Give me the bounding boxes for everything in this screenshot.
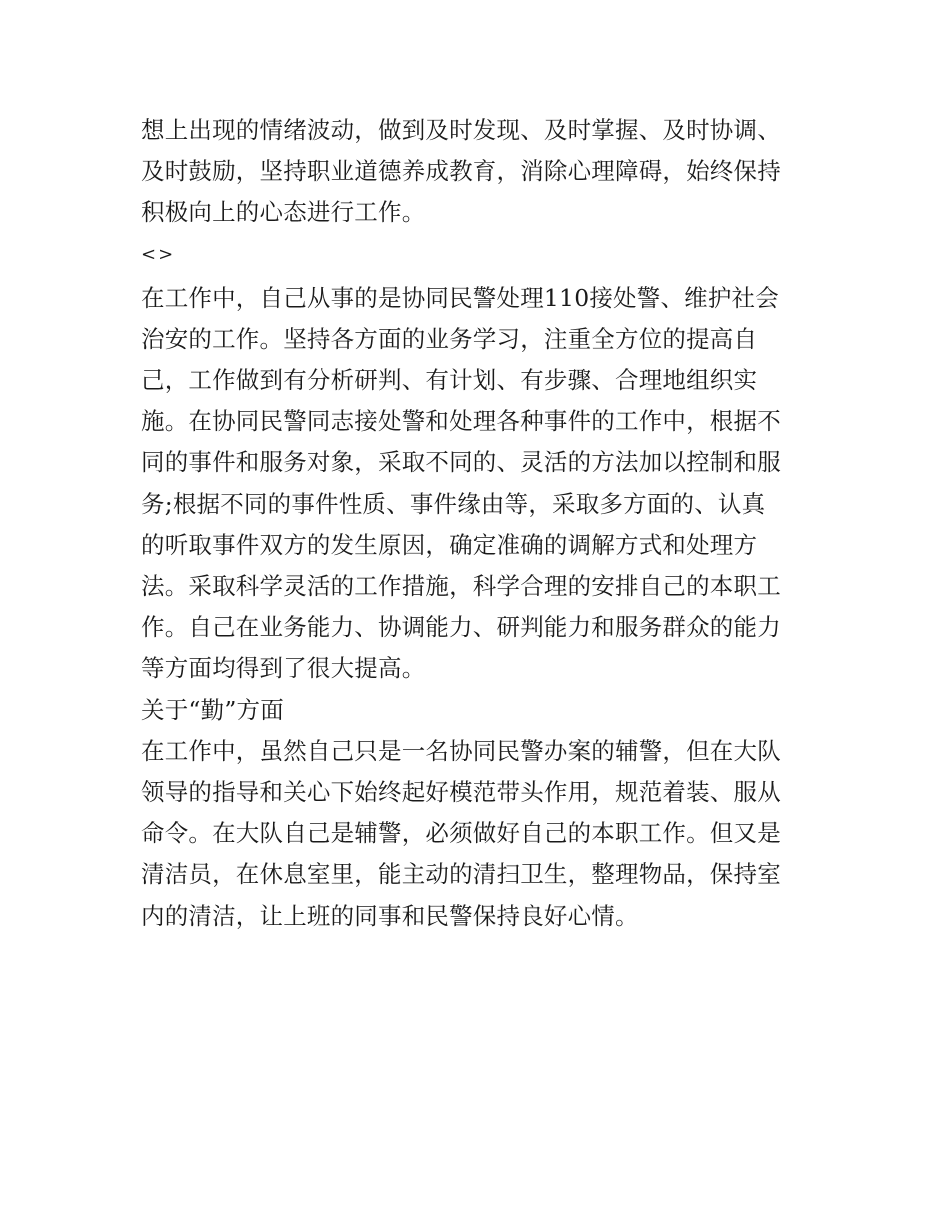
text-line: 治安的工作。坚持各方面的业务学习，注重全方位的提高自	[141, 324, 758, 353]
text-line: 清洁员，在休息室里，能主动的清扫卫生，整理物品，保持室	[141, 860, 781, 889]
text-line: 及时鼓励，坚持职业道德养成教育，消除心理障碍，始终保持	[141, 157, 781, 186]
section-marker: <>	[141, 243, 176, 265]
paragraph-emotion-management	[141, 110, 821, 234]
text-line: 务;根据不同的事件性质、事件缘由等，采取多方面的、认真	[141, 489, 766, 518]
text-line: 命令。在大队自己是辅警，必须做好自己的本职工作。但又是	[141, 819, 781, 848]
text-line: 内的清洁，让上班的同事和民警保持良好心情。	[141, 901, 639, 930]
paragraph-work-duties	[141, 278, 821, 690]
text-line: 作。自己在业务能力、协调能力、研判能力和服务群众的能力	[141, 613, 781, 642]
text-line: 想上出现的情绪波动，做到及时发现、及时掌握、及时协调、	[141, 116, 781, 144]
text-line: 同的事件和服务对象，采取不同的、灵活的方法加以控制和服	[141, 448, 781, 477]
section-heading-diligence	[141, 690, 821, 731]
document-page	[141, 110, 821, 937]
heading-text: 关于“勤”方面	[141, 695, 284, 724]
text-line: 积极向上的心态进行工作。	[141, 198, 426, 227]
text-line: 在工作中，自己从事的是协同民警处理110接处警、维护社会	[141, 283, 779, 312]
text-line: 的听取事件双方的发生原因，确定准确的调解方式和处理方	[141, 530, 758, 559]
paragraph-diligence	[141, 731, 821, 937]
text-line: 领导的指导和关心下始终起好模范带头作用，规范着装、服从	[141, 778, 781, 807]
text-line: 己，工作做到有分析研判、有计划、有步骤、合理地组织实	[141, 366, 758, 395]
text-line: 法。采取科学灵活的工作措施，科学合理的安排自己的本职工	[141, 572, 781, 601]
text-line: 施。在协同民警同志接处警和处理各种事件的工作中，根据不	[141, 407, 781, 436]
text-line: 在工作中，虽然自己只是一名协同民警办案的辅警，但在大队	[141, 736, 781, 765]
text-line: 等方面均得到了很大提高。	[141, 654, 426, 683]
